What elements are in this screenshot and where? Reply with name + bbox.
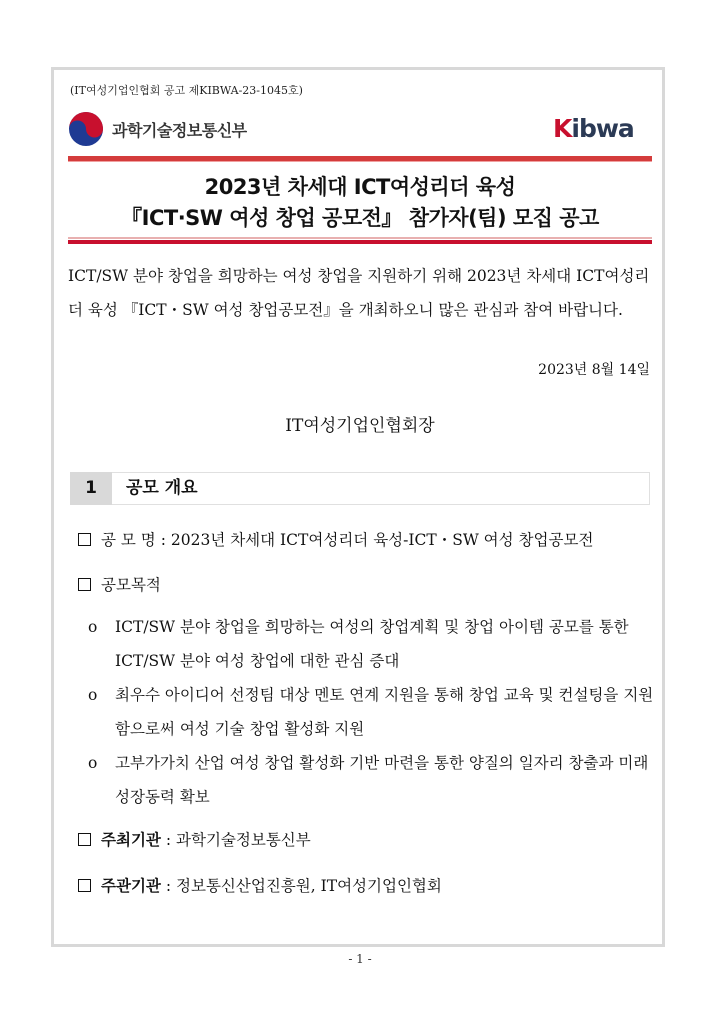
intro-paragraph: ICT/SW 분야 창업을 희망하는 여성 창업을 지원하기 위해 2023년 차세대 ICT여성리더 육성 『ICT・SW 여성 창업공모전』을 개최하오니 많은 관심과 참여 바랍니다. <box>68 267 650 319</box>
checkbox-square-icon <box>78 578 91 591</box>
item-organizer <box>78 874 442 896</box>
title-divider-thin <box>68 237 652 239</box>
section-title: 공모 개요 <box>126 478 198 498</box>
item-value: : 2023년 차세대 ICT여성리더 육성-ICT・SW 여성 창업공모전 <box>160 531 594 549</box>
bullet-text: 고부가가치 산업 여성 창업 활성화 기반 마련을 통한 양질의 일자리 창출과 미래성장동력 확보 <box>115 754 649 806</box>
purpose-bullet <box>88 610 654 678</box>
circle-bullet-icon: o <box>88 686 98 704</box>
checkbox-square-icon <box>78 833 91 846</box>
item-value: : 과학기술정보통신부 <box>165 831 311 849</box>
item-purpose <box>78 573 161 595</box>
kibwa-logo <box>553 114 634 143</box>
section-number: 1 <box>70 472 112 505</box>
organization-signature: IT여성기업인협회장 <box>285 416 435 436</box>
title-line-1: 2023년 차세대 ICT여성리더 육성 <box>204 175 516 199</box>
item-label: 공 모 명 <box>101 531 156 549</box>
kibwa-logo-k: K <box>553 114 572 143</box>
circle-bullet-icon: o <box>88 754 98 772</box>
checkbox-square-icon <box>78 879 91 892</box>
item-value: : 정보통신산업진흥원, IT여성기업인협회 <box>165 877 442 895</box>
item-label: 주최기관 <box>101 830 161 849</box>
item-host <box>78 828 311 850</box>
circle-bullet-icon: o <box>88 618 98 636</box>
purpose-bullet <box>88 746 654 814</box>
title-line-2: 『ICT·SW 여성 창업 공모전』 참가자(팀) 모집 공고 <box>121 206 599 230</box>
item-label: 공모목적 <box>101 576 161 594</box>
announcement-date: 2023년 8월 14일 <box>538 362 650 378</box>
page-number: - 1 - <box>348 952 372 966</box>
bullet-text: ICT/SW 분야 창업을 희망하는 여성의 창업계획 및 창업 아이템 공모를 통한 ICT/SW 분야 여성 창업에 대한 관심 증대 <box>115 618 629 670</box>
ministry-logo <box>68 109 247 149</box>
ministry-name: 과학기술정보통신부 <box>112 120 247 140</box>
notice-number: (IT여성기업인협회 공고 제KIBWA-23-1045호) <box>70 84 303 97</box>
kibwa-logo-text: ibwa <box>571 114 634 143</box>
checkbox-square-icon <box>78 533 91 546</box>
item-label: 주관기관 <box>101 876 161 895</box>
item-contest-name <box>78 528 593 550</box>
taegeuk-logo-icon <box>68 111 104 147</box>
purpose-bullet <box>88 678 654 746</box>
title-divider <box>68 240 652 244</box>
bullet-text: 최우수 아이디어 선정팀 대상 멘토 연계 지원을 통해 창업 교육 및 컨설팅을 지원함으로써 여성 기술 창업 활성화 지원 <box>115 686 654 738</box>
header-divider-thin <box>68 161 652 162</box>
